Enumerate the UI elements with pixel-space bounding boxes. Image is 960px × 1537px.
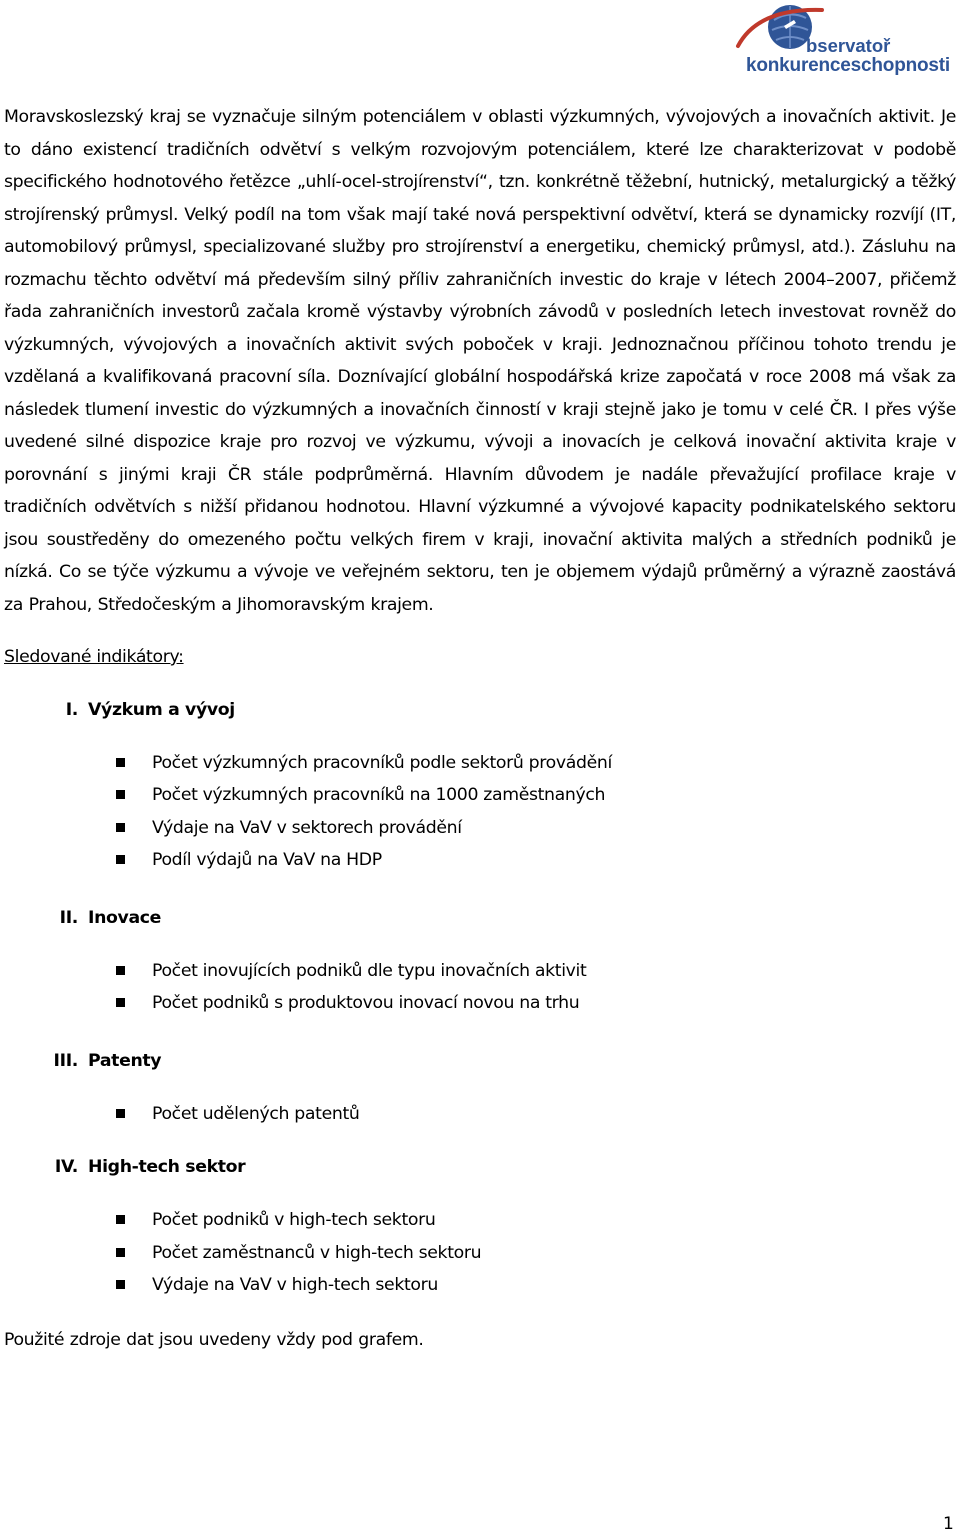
section-title: Inovace: [88, 907, 162, 928]
list-item: Počet udělených patentů: [4, 1098, 956, 1131]
section-heading: [4, 694, 956, 726]
section-title: Výzkum a vývoj: [88, 699, 235, 720]
square-bullet-icon: [116, 1215, 125, 1224]
list-item: Počet podniků s produktovou inovací novou na trhu: [4, 987, 956, 1020]
square-bullet-icon: [116, 1248, 125, 1257]
square-bullet-icon: [116, 855, 125, 864]
section-number: II.: [59, 907, 78, 928]
section-high-tech: [4, 1151, 956, 1302]
section-title: High-tech sektor: [88, 1157, 246, 1177]
list-item: Výdaje na VaV v sektorech provádění: [4, 812, 956, 845]
square-bullet-icon: [116, 790, 125, 799]
section-number: III.: [53, 1050, 78, 1071]
list-item: Podíl výdajů na VaV na HDP: [4, 844, 956, 877]
section-title: Patenty: [88, 1050, 162, 1071]
indicator-list: [4, 1204, 956, 1302]
document-body: [4, 101, 956, 1356]
intro-paragraph: Moravskoslezský kraj se vyznačuje silným potenciálem v oblasti výzkumných, vývojových a inovačních aktivit. Je to dáno existencí tradičních odvětví s velkým rozvojovým potenciálem, které lze charakterizovat v podobě specifického hodnotového řetězce „uhlí-ocel-strojírenství“, tzn. konkrétně těžební, hutnický, metalurgický a těžký strojírenský průmysl. Velký podíl na tom však mají také nová perspektivní odvětví, která se dynamicky rozvíjí (IT, automobilový průmysl, specializované služby pro strojírenství a energetiku, chemický průmysl, atd.). Zásluhu na rozmachu těchto odvětví má především silný příliv zahraničních investic do kraje v létech 2004–2007, přičemž řada zahraničních investorů začala kromě výstavby výrobních závodů v posledních letech investovat rovněž do výzkumných, vývojových a inovačních aktivit svých poboček v kraji. Jednoznačnou příčinou tohoto trendu je vzdělaná a kvalifikovaná pracovní síla. Doznívající globální hospodářská krize započatá v roce 2008 má však za následek tlumení investic do výzkumných a inovačních činností v kraji stejně jako je tomu v celé ČR. I přes výše uvedené silné dispozice kraje pro rozvoj ve výzkumu, vývoji a inovacích je celková inovační aktivita kraje v porovnání s jinými kraji ČR stále podprůměrná. Hlavním důvodem je nadále převažující profilace kraje v tradičních odvětvích s nižší přidanou hodnotou. Hlavní výzkumné a vývojové kapacity podnikatelského sektoru jsou soustředěny do omezeného počtu velkých firem v kraji, inovační aktivita malých a středních podniků je nízká. Co se týče výzkumu a vývoje ve veřejném sektoru, ten je objemem výdajů průměrný a výrazně zaostává za Prahou, Středočeským a Jihomoravským krajem.: [4, 107, 956, 615]
square-bullet-icon: [116, 823, 125, 832]
square-bullet-icon: [116, 966, 125, 975]
square-bullet-icon: [116, 1280, 125, 1289]
list-item: Počet inovujících podniků dle typu inovačních aktivit: [4, 955, 956, 988]
section-number: I.: [65, 699, 78, 720]
section-number: IV.: [54, 1157, 78, 1177]
section-patents: [4, 1045, 956, 1131]
list-item: Počet výzkumných pracovníků podle sektorů provádění: [4, 747, 956, 780]
logo-text-top: bservatoř: [806, 35, 891, 56]
square-bullet-icon: [116, 758, 125, 767]
observatory-logo: [734, 0, 956, 80]
section-heading: [4, 902, 956, 934]
square-bullet-icon: [116, 998, 125, 1007]
list-item: Počet zaměstnanců v high-tech sektoru: [4, 1237, 956, 1270]
section-heading: [4, 1151, 956, 1183]
sources-note: Použité zdroje dat jsou uvedeny vždy pod grafem.: [4, 1329, 424, 1350]
section-innovation: [4, 902, 956, 1020]
logo-text-bottom: konkurenceschopnosti: [746, 55, 950, 76]
list-item: Počet podniků v high-tech sektoru: [4, 1204, 956, 1237]
list-item: Počet výzkumných pracovníků na 1000 zaměstnaných: [4, 779, 956, 812]
square-bullet-icon: [116, 1109, 125, 1118]
section-heading: [4, 1045, 956, 1077]
page-number: 1: [943, 1514, 954, 1534]
indicator-list: [4, 955, 956, 1020]
section-research: [4, 694, 956, 877]
indicator-list: [4, 747, 956, 877]
indicators-label: Sledované indikátory:: [4, 647, 184, 667]
indicator-list: [4, 1098, 956, 1131]
list-item: Výdaje na VaV v high-tech sektoru: [4, 1269, 956, 1302]
